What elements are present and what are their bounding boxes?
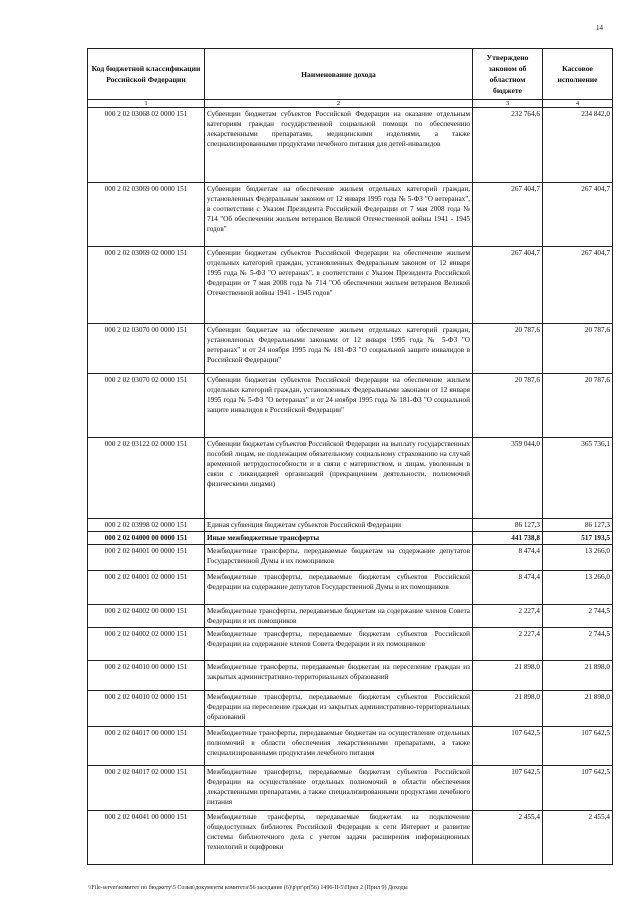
cell-cash: 267 404,7	[543, 247, 613, 324]
column-number-row	[88, 100, 613, 108]
cell-code: 000 2 02 03069 00 0000 151	[88, 183, 205, 247]
cell-name: Межбюджетные трансферты, передаваемые бюджетам на переселение граждан из закрытых административно-территориальных образований	[205, 661, 473, 691]
cell-cash: 20 787,6	[543, 324, 613, 374]
cell-code: 000 2 02 04002 02 0000 151	[88, 628, 205, 661]
cell-code: 000 2 02 04001 02 0000 151	[88, 571, 205, 605]
column-number: 4	[543, 100, 613, 108]
cell-cash: 234 842,0	[543, 108, 613, 183]
cell-code: 000 2 02 03070 02 0000 151	[88, 374, 205, 438]
header-cash: Кассовое исполнение	[543, 49, 613, 100]
cell-approved: 267 404,7	[473, 247, 543, 324]
cell-cash: 107 642,5	[543, 766, 613, 811]
cell-code: 000 2 02 03998 02 0000 151	[88, 519, 205, 532]
table-row	[88, 374, 613, 438]
cell-name: Межбюджетные трансферты, передаваемые бюджетам на содержание членов Совета Федерации и их помощников	[205, 605, 473, 628]
cell-name: Межбюджетные трансферты, передаваемые бюджетам на содержание депутатов Государственной Думы и их помощников	[205, 545, 473, 571]
header-name: Наименование дохода	[205, 49, 473, 100]
cell-name: Межбюджетные трансферты, передаваемые бюджетам субъектов Российской Федерации на переселение граждан из закрытых административно-территориальных образований	[205, 691, 473, 727]
table-row	[88, 571, 613, 605]
cell-approved: 20 787,6	[473, 374, 543, 438]
cell-approved: 359 044,0	[473, 438, 543, 519]
cell-name: Субвенции бюджетам субъектов Российской Федерации на обеспечение жильем отдельных категорий граждан, установленных Федеральными законами от 12 января 1995 года № 5-ФЗ "О ветеранах" и от 24 ноября 1995 года № 181-ФЗ "О социальной защите инвалидов в Российской Федерации"	[205, 374, 473, 438]
table-row	[88, 183, 613, 247]
file-path-footer: \\File-server\комитет по бюджету\5 Созыв\документы комитета\56 заседание (6)\p\pr\pr(56) 1496-II-5\Прил 2 (Прил 9) Доходы	[88, 885, 408, 891]
header-code: Код бюджетной классификации Российской Федерации	[88, 49, 205, 100]
cell-approved: 86 127,3	[473, 519, 543, 532]
cell-cash: 21 898,0	[543, 691, 613, 727]
table-row	[88, 691, 613, 727]
table-row	[88, 519, 613, 532]
table-header-row	[88, 49, 613, 100]
table-row	[88, 545, 613, 571]
table-row	[88, 628, 613, 661]
column-number: 1	[88, 100, 205, 108]
cell-name: Межбюджетные трансферты, передаваемые бюджетам на подключение общедоступных библиотек Российской Федерации к сети Интернет и развитие системы библиотечного дела с учетом задачи расширения информационных технологий и оцифровки	[205, 811, 473, 865]
table-row	[88, 811, 613, 865]
cell-name: Межбюджетные трансферты, передаваемые бюджетам субъектов Российской Федерации на осуществление отдельных полномочий в области обеспечения лекарственными препаратами, а также специализированными продуктами лечебного питания	[205, 766, 473, 811]
cell-cash: 365 736,1	[543, 438, 613, 519]
page-number: 14	[596, 24, 603, 32]
revenue-table	[87, 48, 613, 865]
column-number: 2	[205, 100, 473, 108]
cell-code: 000 2 02 04001 00 0000 151	[88, 545, 205, 571]
cell-name: Иные межбюджетные трансферты	[205, 532, 473, 545]
cell-code: 000 2 02 03068 02 0000 151	[88, 108, 205, 183]
cell-code: 000 2 02 03070 00 0000 151	[88, 324, 205, 374]
cell-code: 000 2 02 03122 02 0000 151	[88, 438, 205, 519]
cell-name: Субвенции бюджетам на обеспечение жильем отдельных категорий граждан, установленных Федеральным законом от 12 января 1995 года № 5-ФЗ "О ветеранах", в соответствии с Указом Президента Российской Федерации от 7 мая 2008 года № 714 "Об обеспечении жильем ветеранов Великой Отечественной войны 1941 - 1945 годов"	[205, 183, 473, 247]
cell-approved: 2 227,4	[473, 628, 543, 661]
cell-approved: 232 764,6	[473, 108, 543, 183]
cell-cash: 13 266,0	[543, 571, 613, 605]
cell-approved: 20 787,6	[473, 324, 543, 374]
cell-name: Единая субвенция бюджетам субъектов Российской Федерации	[205, 519, 473, 532]
cell-approved: 107 642,5	[473, 727, 543, 766]
cell-cash: 107 642,5	[543, 727, 613, 766]
table-row	[88, 605, 613, 628]
cell-name: Межбюджетные трансферты, передаваемые бюджетам субъектов Российской Федерации на содержание членов Совета Федерации и их помощников	[205, 628, 473, 661]
header-approved: Утверждено законом об областном бюджете	[473, 49, 543, 100]
table-row	[88, 766, 613, 811]
cell-approved: 21 898,0	[473, 661, 543, 691]
cell-code: 000 2 02 03069 02 0000 151	[88, 247, 205, 324]
table-row	[88, 438, 613, 519]
cell-approved: 2 455,4	[473, 811, 543, 865]
cell-approved: 267 404,7	[473, 183, 543, 247]
cell-code: 000 2 02 04002 00 0000 151	[88, 605, 205, 628]
cell-approved: 8 474,4	[473, 545, 543, 571]
cell-code: 000 2 02 04017 00 0000 151	[88, 727, 205, 766]
cell-approved: 21 898,0	[473, 691, 543, 727]
cell-approved: 2 227,4	[473, 605, 543, 628]
cell-approved: 107 642,5	[473, 766, 543, 811]
cell-cash: 20 787,6	[543, 374, 613, 438]
table-row	[88, 532, 613, 545]
cell-name: Межбюджетные трансферты, передаваемые бюджетам на осуществление отдельных полномочий в области обеспечения лекарственными препаратами, а также специализированными продуктами лечебного питания	[205, 727, 473, 766]
cell-approved: 8 474,4	[473, 571, 543, 605]
table-row	[88, 727, 613, 766]
cell-name: Субвенции бюджетам на обеспечение жильем отдельных категорий граждан, установленных Федеральными законами от 12 января 1995 года № 5-ФЗ "О ветеранах" и от 24 ноября 1995 года № 181-ФЗ "О социальной защите инвалидов в Российской Федерации"	[205, 324, 473, 374]
table-row	[88, 324, 613, 374]
cell-cash: 13 266,0	[543, 545, 613, 571]
cell-code: 000 2 02 04010 00 0000 151	[88, 661, 205, 691]
cell-cash: 21 898,0	[543, 661, 613, 691]
cell-cash: 267 404,7	[543, 183, 613, 247]
cell-cash: 86 127,3	[543, 519, 613, 532]
cell-code: 000 2 02 04000 00 0000 151	[88, 532, 205, 545]
cell-code: 000 2 02 04041 00 0000 151	[88, 811, 205, 865]
cell-name: Межбюджетные трансферты, передаваемые бюджетам субъектов Российской Федерации на содержание депутатов Государственной Думы и их помощников	[205, 571, 473, 605]
cell-name: Субвенции бюджетам субъектов Российской Федерации на обеспечение жильем отдельных категорий граждан, установленных Федеральным законом от 12 января 1995 года № 5-ФЗ "О ветеранах", в соответствии с Указом Президента Российской Федерации от 7 мая 2008 года № 714 "Об обеспечении жильем ветеранов Великой Отечественной войны 1941 - 1945 годов"	[205, 247, 473, 324]
cell-name: Субвенции бюджетам субъектов Российской Федерации на оказание отдельным категориям граждан государственной социальной помощи по обеспечению лекарственными препаратами, медицинскими изделиями, а также специализированными продуктами лечебного питания для детей-инвалидов	[205, 108, 473, 183]
cell-cash: 2 455,4	[543, 811, 613, 865]
cell-code: 000 2 02 04017 02 0000 151	[88, 766, 205, 811]
cell-cash: 2 744,5	[543, 605, 613, 628]
cell-name: Субвенции бюджетам субъектов Российской Федерации на выплату государственных пособий лицам, не подлежащим обязательному социальному страхованию на случай временной нетрудоспособности и в связи с материнством, и лицам, уволенным в связи с ликвидацией организаций (прекращением деятельности, полномочий физическими лицами)	[205, 438, 473, 519]
table-row	[88, 661, 613, 691]
table-row	[88, 247, 613, 324]
cell-code: 000 2 02 04010 02 0000 151	[88, 691, 205, 727]
cell-approved: 441 738,8	[473, 532, 543, 545]
cell-cash: 2 744,5	[543, 628, 613, 661]
column-number: 3	[473, 100, 543, 108]
cell-cash: 517 193,5	[543, 532, 613, 545]
table-row	[88, 108, 613, 183]
